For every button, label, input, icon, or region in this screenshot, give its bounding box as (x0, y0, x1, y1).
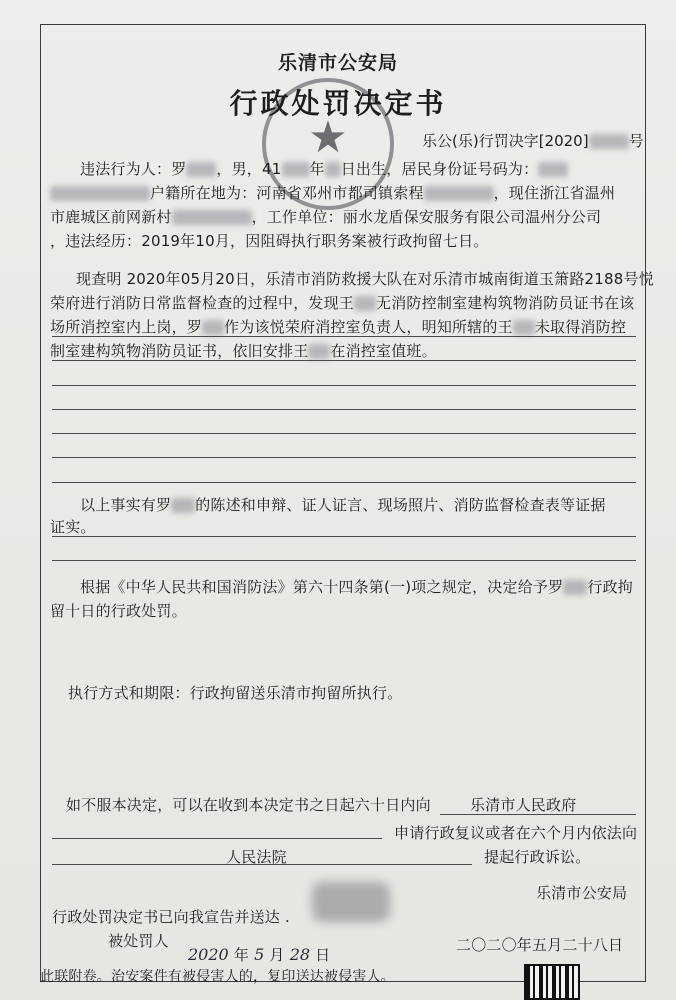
party-line-4: ，违法经历：2019年10月，因阻碍执行职务案被行政拘留七日。 (50, 232, 489, 250)
evidence-line-2: 证实。 (50, 518, 96, 536)
decision-line-1: 根据《中华人民共和国消防法》第六十四条第(一)项之规定，决定给予罗 行政拘 (80, 578, 633, 596)
ruled-line (52, 457, 636, 458)
appeal-court: 人民法院 (226, 848, 287, 866)
ruled-line (52, 864, 472, 865)
ruled-line (440, 814, 636, 815)
ruled-line (52, 482, 636, 483)
appeal-government: 乐清市人民政府 (470, 796, 577, 814)
facts-line-1: 现查明 2020年05月20日，乐清市消防救援大队在对乐清市城南街道玉箫路2188号悦 (76, 270, 654, 288)
ruled-line (52, 433, 636, 434)
evidence-line-1: 以上事实有罗 的陈述和申辩、证人证言、现场照片、消防监督检查表等证据 (80, 496, 606, 514)
appeal-line-2: 申请行政复议或者在六个月内依法向 (394, 824, 638, 842)
facts-line-4: 制室建构筑物消防员证书，依旧安排王 在消控室值班。 (50, 342, 437, 360)
party-line-3: 市鹿城区前网新村 ，工作单位：丽水龙盾保安服务有限公司温州分公司 (50, 208, 602, 226)
party-line-2: 户籍所在地为：河南省邓州市都司镇索程 ，现住浙江省温州 (50, 182, 615, 203)
ruled-line (52, 336, 636, 337)
ruled-line (52, 409, 636, 410)
ruled-line (52, 360, 636, 361)
ruled-line (52, 536, 636, 537)
execution-method: 执行方式和期限：行政拘留送乐清市拘留所执行。 (68, 684, 403, 702)
recipient-label: 被处罚人 (108, 932, 169, 950)
facts-line-3: 场所消控室内上岗，罗 作为该悦荣府消控室负责人，明知所辖的王 未取得消防控 (50, 318, 627, 336)
footer-note: 此联附卷。治安案件有被侵害人的，复印送达被侵害人。 (40, 969, 395, 985)
ruled-line (52, 838, 382, 839)
delivery-notice: 行政处罚决定书已向我宣告并送达 . (52, 908, 290, 926)
ruled-line (52, 385, 636, 386)
document-title: 行政处罚决定书 (229, 87, 447, 120)
facts-line-2: 荣府进行消防日常监督检查的过程中，发现王 无消防控制室建构筑物消防员证书在该 (50, 294, 635, 312)
party-line-1: 违法行为人：罗 ，男，41 年 日出生，居民身份证号码为： (80, 158, 568, 179)
document-number: 乐公(乐)行罚决字[2020] 号 (422, 132, 644, 150)
appeal-line-1: 如不服本决定，可以在收到本决定书之日起六十日内向 (66, 796, 431, 814)
ruled-line (52, 560, 636, 561)
issue-date: 二〇二〇年五月二十八日 (456, 936, 624, 954)
appeal-line-3: 提起行政诉讼。 (484, 848, 591, 866)
issuer-name: 乐清市公安局 (536, 884, 628, 902)
handwritten-date: 2020 年 5 月 28 日 (188, 945, 331, 964)
signature (312, 882, 390, 922)
agency-title: 乐清市公安局 (277, 52, 398, 74)
qr-code (524, 964, 580, 1000)
star-icon: ★ (308, 112, 348, 163)
decision-line-2: 留十日的行政处罚。 (50, 602, 187, 620)
